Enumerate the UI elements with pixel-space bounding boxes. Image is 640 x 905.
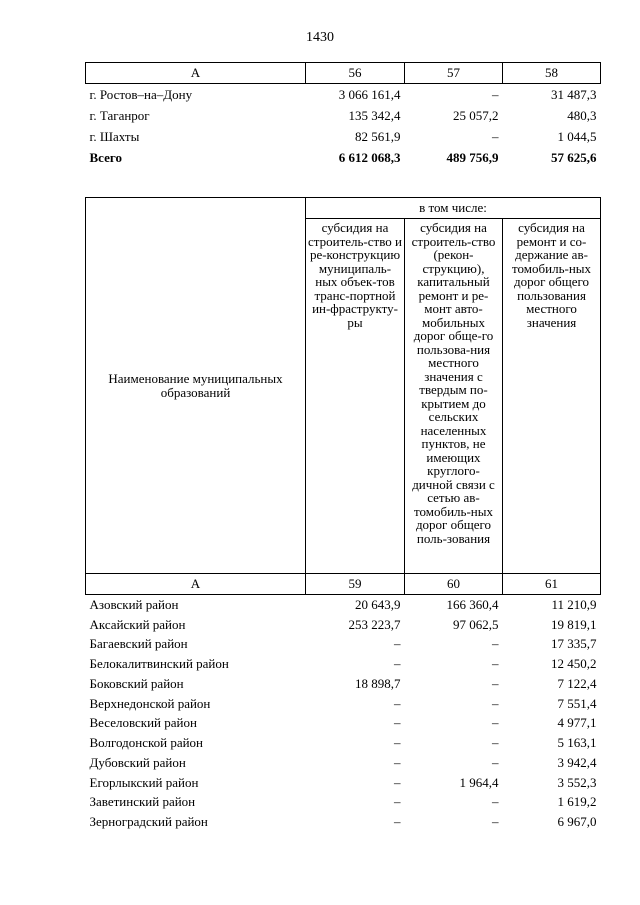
column-number-header-row <box>86 574 601 595</box>
cell-value: – <box>394 754 401 770</box>
cell-value: – <box>394 695 401 711</box>
table-row <box>86 615 601 635</box>
page-number: 1430 <box>306 30 334 45</box>
column-number: А <box>86 574 306 595</box>
column-header: субсидия на строитель-ство и ре-конструкцию муниципаль-ных объек-тов транс-портной ин-фраструкту-ры <box>306 219 405 574</box>
cell-value: 97 062,5 <box>453 616 499 632</box>
cell-value: – <box>394 735 401 751</box>
column-number: 61 <box>503 574 601 595</box>
cell-value: – <box>492 754 499 770</box>
column-number: 59 <box>306 574 405 595</box>
cell-value: 17 335,7 <box>551 636 597 652</box>
cell-value: – <box>492 86 499 102</box>
municipality-name: Веселовский район <box>89 715 197 731</box>
cell-value: – <box>394 636 401 652</box>
name-column-header: Наименование муниципальных образований <box>86 198 306 574</box>
cell-value: – <box>492 695 499 711</box>
cell-value: 135 342,4 <box>348 107 401 123</box>
table-row <box>86 714 601 734</box>
cell-value: 11 210,9 <box>551 596 597 612</box>
municipality-name: Боковский район <box>89 675 184 691</box>
cell-value: – <box>492 735 499 751</box>
cell-value: 25 057,2 <box>453 107 499 123</box>
cell-value: – <box>492 794 499 810</box>
table-row <box>86 812 601 832</box>
cell-value: – <box>394 814 401 830</box>
column-header: 58 <box>503 63 601 84</box>
municipality-name: Белокалитвинский район <box>89 656 229 672</box>
cell-value: – <box>394 656 401 672</box>
table-row <box>86 654 601 674</box>
cell-value: – <box>394 774 401 790</box>
cell-value: 1 964,4 <box>459 774 499 790</box>
subsidy-table <box>85 197 601 832</box>
cell-value: – <box>492 715 499 731</box>
cell-value: 3 942,4 <box>557 754 597 770</box>
cell-value: 19 819,1 <box>551 616 597 632</box>
column-number-header-row <box>86 63 601 84</box>
cell-value: 31 487,3 <box>551 86 597 102</box>
municipality-name: Егорлыкский район <box>89 774 199 790</box>
table-row <box>86 674 601 694</box>
municipality-name: г. Шахты <box>89 128 140 144</box>
municipality-name: Аксайский район <box>89 616 186 632</box>
cell-value: 480,3 <box>567 107 597 123</box>
table-row <box>86 773 601 793</box>
cell-value: 3 552,3 <box>557 774 597 790</box>
municipality-name: Верхнедонской район <box>89 695 211 711</box>
cell-value: 166 360,4 <box>446 596 499 612</box>
cell-value: – <box>394 715 401 731</box>
column-header: 57 <box>405 63 503 84</box>
cell-value: 4 977,1 <box>557 715 597 731</box>
column-header: субсидия на ремонт и со-держание ав-томобиль-ных дорог общего пользования местного значения <box>503 219 601 574</box>
cell-value: – <box>394 794 401 810</box>
table-row <box>86 793 601 813</box>
cell-value: 3 066 161,4 <box>338 86 401 102</box>
total-label: Всего <box>89 149 122 165</box>
cell-value: 82 561,9 <box>355 128 401 144</box>
municipality-name: Багаевский район <box>89 636 188 652</box>
cell-value: 1 619,2 <box>557 794 597 810</box>
municipality-name: Заветинский район <box>89 794 196 810</box>
cell-value: 1 044,5 <box>557 128 597 144</box>
column-header: субсидия на строитель-ство (рекон-струкцию), капитальный ремонт и ре-монт авто-мобильных дорог обще-го пользова-ния местного значения с твердым по-крытием до сельских населенных пунктов, не имеющих круглого-дичной связи с сетью ав-томобиль-ных дорог общего поль-зования <box>405 219 503 574</box>
cell-value: – <box>492 656 499 672</box>
cell-value: 253 223,7 <box>348 616 401 632</box>
municipality-name: г. Таганрог <box>89 107 150 123</box>
total-value: 57 625,6 <box>551 149 597 165</box>
column-header: А <box>86 63 306 84</box>
table-row <box>86 753 601 773</box>
cell-value: 6 967,0 <box>557 814 597 830</box>
table-row <box>86 694 601 714</box>
cell-value: 7 122,4 <box>557 675 597 691</box>
cell-value: – <box>492 128 499 144</box>
cell-value: 7 551,4 <box>557 695 597 711</box>
cell-value: 5 163,1 <box>557 735 597 751</box>
cell-value: 20 643,9 <box>355 596 401 612</box>
table-row <box>86 126 601 147</box>
total-row <box>86 147 601 168</box>
table-row <box>86 635 601 655</box>
group-header: в том числе: <box>306 198 601 219</box>
total-value: 6 612 068,3 <box>338 149 401 165</box>
municipality-name: Азовский район <box>89 596 179 612</box>
cell-value: 18 898,7 <box>355 675 401 691</box>
table-row <box>86 733 601 753</box>
column-number: 60 <box>405 574 503 595</box>
table-row <box>86 84 601 106</box>
cell-value: – <box>492 814 499 830</box>
cell-value: – <box>492 675 499 691</box>
municipality-name: г. Ростов–на–Дону <box>89 86 193 102</box>
cell-value: – <box>492 636 499 652</box>
municipality-name: Волгодонской район <box>89 735 204 751</box>
table-row <box>86 595 601 615</box>
municipality-name: Зерноградский район <box>89 814 208 830</box>
table-row <box>86 105 601 126</box>
cell-value: 12 450,2 <box>551 656 597 672</box>
total-value: 489 756,9 <box>446 149 499 165</box>
column-header: 56 <box>306 63 405 84</box>
continuation-table <box>85 62 601 168</box>
municipality-name: Дубовский район <box>89 754 186 770</box>
